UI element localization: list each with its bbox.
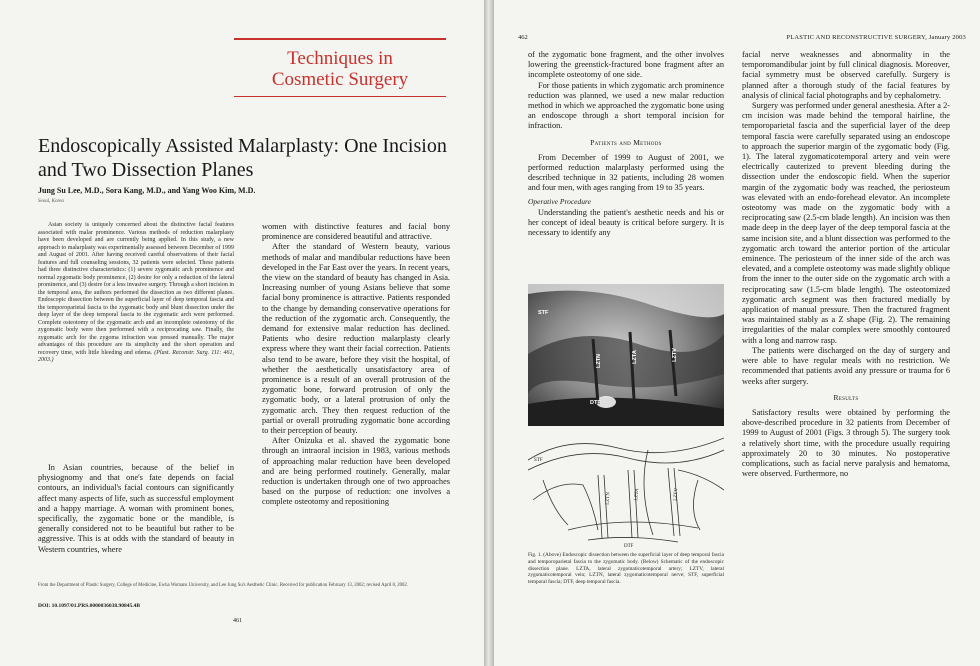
right-page <box>494 0 980 666</box>
doi: DOI: 10.1097/01.PRS.0000036038.90845.4B <box>38 603 141 609</box>
figure-caption <box>528 552 724 586</box>
schematic-label-dtf: DTF <box>624 544 634 549</box>
schematic-label-lztv: LZTV <box>673 487 680 502</box>
photo-label-dtf: DTF <box>590 400 601 406</box>
paragraph: Surgery was performed under general anesthesia. After a 2-cm incision was made behind the temporal hairline, the temporoparietal fascia and the superficial layer of the deep temporal fascia were carefully separated using an endoscope to approach the superior margin of the zygomatic body (Fig. 1). The lateral zygomaticotemporal artery and vein were electrically cauterized to prevent bleeding during the dissection under the endoscopic field. When the superior margin of the zygomatic body was reached, the periosteum was elevated with an endo-forehead elevator. An incomplete osteotomy was made on the zygomatic body with a reciprocating saw (2.5-cm blade length). An incision was then made deep in the deep layer of the deep temporal fascia at the same incision site, and a blunt dissection was performed to the zygomatic arch toward the anterior portion of the articular eminence. The periosteum of the inner side of the arch was elevated, and a complete osteotomy was made slightly oblique from the inner to the outer side on the zygomatic arch with a reciprocating saw (1.5-cm blade length). The osteotomized zygomatic arch segment was then fractured medially by application of manual pressure. Then the fractured fragment was maintained stably as a Z shape (Fig. 2). The remaining irregularities of the malar complex were smoothly contoured with a long and narrow rasp. <box>742 101 950 345</box>
section-title-line-1: Techniques in <box>287 47 393 69</box>
right-column-2 <box>742 50 950 479</box>
paragraph: For those patients in which zygomatic arch prominence reduction was planned, we used a new malar reduction method in which we approached the zygomatic bone using an endoscope through a short temporal incision for infraction. <box>528 80 724 131</box>
paragraph: From December of 1999 to August of 2001, we performed reduction malarplasty performed using the described technique in 32 patients, including 28 women and four men, with ages ranging from 19 to 35 years. <box>528 152 724 193</box>
footnote: From the Department of Plastic Surgery, College of Medicine, Ewha Womans University, and Lee Jung Su's Aesthetic Clinic. Received for publication February 13, 2002; revised April 8, 2002. <box>38 583 409 588</box>
banner-rule-bottom <box>234 96 446 98</box>
photo-label-lztv: LZTV <box>671 348 678 362</box>
photo-label-stf: STF <box>538 310 549 316</box>
photo-label-lztn: LZTN <box>596 353 603 369</box>
journal-name: PLASTIC AND RECONSTRUCTIVE SURGERY, January 2003 <box>786 34 966 41</box>
dissection-schematic <box>528 430 724 552</box>
schematic-label-lzta: LZTA <box>634 488 641 501</box>
schematic-label-stf: STF <box>534 458 543 463</box>
abstract-text: Asian society is uniquely concerned about the distinctive facial features associated with malar prominence. Various methods of reduction malarplasty have been developed and are currently being applied. In this study, a new approach to malarplasty was experimentally assessed between December of 1999 and August of 2001. After having received careful observations of their facial features and full counseling sessions, 32 patients were selected. These patients had three distinctive characteristics: (1) severe zygomatic arch prominence and normal zygomatic body prominence, (2) desire for only a reduction of the lateral prominence, and (3) desire for a less invasive surgery. Through a short incision in the temporal area, the authors performed the dissection as two different planes. Endoscopic dissection between the superficial layer of deep temporal fascia and the temporoparietal fascia to the zygomatic body and blunt dissection under the deep layer of the deep temporal fascia to the zygomatic arch were performed. Complete osteotomy of the zygomatic arch and an incomplete osteotomy of the zygomatic body were then performed with a reciprocating saw. Finally, the zygomatic arch for the zygoma infraction was pressed manually. The major advantages of this procedure are its simplicity and the short operation and recovery time, with little bleeding and edema. <box>38 222 234 356</box>
paragraph: women with distinctive features and facial bony prominence are considered beautiful and attractive. <box>262 222 450 242</box>
banner-rule-top <box>234 38 446 40</box>
article-title: Endoscopically Assisted Malarplasty: One Incision and Two Dissection Planes <box>38 135 447 181</box>
paragraph: The patients were discharged on the day of surgery and were able to have regular meals with no restriction. We recommended that patients avoid any pressure or trauma for 6 weeks after surgery. <box>742 345 950 386</box>
photo-label-lzta: LZTA <box>631 350 638 364</box>
heading-operative-procedure: Operative Procedure <box>528 196 591 206</box>
endoscopic-photo <box>528 284 724 426</box>
right-column-1 <box>528 50 724 238</box>
paragraph: Satisfactory results were obtained by performing the above-described procedure in 32 patients from December of 1999 to August of 2001 (Figs. 3 through 5). The surgery took a relatively short time, with the procedure usually requiring approximately 20 to 30 minutes. No postoperative complications, such as facial nerve paralysis and hematoma, were observed. Furthermore, no <box>742 407 950 479</box>
paragraph: Understanding the patient's aesthetic needs and his or her concept of ideal beauty is critical before surgery. It is necessary to identify any <box>528 207 724 238</box>
running-head <box>518 34 966 41</box>
paragraph: After the standard of Western beauty, various methods of malar and mandibular reductions have been developed in the Far East over the years. In recent years, the view on the standard of beauty has changed in Asia. Increasing number of young Asians believe that some facial bony prominence is attractive. Patients responded to the change by demanding conservative operations for the reduction of the zygomatic arch. Consequently, the demand for extensive malar reduction has declined. Patients who desire reduction malarplasty clearly express where they want their facial correction. Patients also tend to be aware, before they visit the hospital, of whether the aesthetically unsatisfactory area of prominence is a result of an overall protrusion of the zygomatic bone, forward protrusion of only the zygomatic body, or a lateral protrusion of only the zygomatic arch. They then request reduction of the partial or overall protruding zygomatic bone according to their perception of beauty. <box>262 242 450 436</box>
paragraph: facial nerve weaknesses and abnormality in the temporomandibular joint by full clinical diagnosis. Moreover, facial symmetry must be observed carefully. Surgery is planned after a thorough study of the facial features by analysis of clinical facial photographs and by cephalometry. <box>742 50 950 100</box>
abstract <box>38 222 234 365</box>
page-number: 462 <box>518 34 528 41</box>
left-column-2 <box>262 222 450 508</box>
abstract-citation: (Plast. Reconstr. Surg. 111: 461, 2003.) <box>38 349 235 363</box>
heading-patients-methods: Patients and Methods <box>590 137 662 147</box>
intro-paragraph: In Asian countries, because of the belief in physiognomy and that one's fate depends on facial contours, an individual's facial contours can significantly affect many aspects of life, such as successful employment and a happy marriage. A woman with prominent bones, specifically, the zygomatic bone or the mandible, is generally considered not to be beautiful but rather to be aggressive. This is at odds with the standard of beauty in Western countries, where <box>38 463 234 554</box>
schematic-label-lztn: LZTN <box>605 491 612 506</box>
section-banner <box>234 38 446 97</box>
caption-text: Fig. 1. (Above) Endoscopic dissection between the superficial layer of deep temporal fascia and temporoparietal fascia to the zygomatic body. (Below) Schematic of the endoscopic dissection plane. LZTA, lateral zygomaticotemporal artery; LZTV, lateral zygomaticotemporal vein; LZTN, lateral zygomaticotemporal nerve; STF, superficial temporal fascia; DTF, deep temporal fascia. <box>528 552 724 586</box>
section-title <box>234 48 446 90</box>
paragraph: After Onizuka et al. shaved the zygomatic bone through an intraoral incision in 1983, various methods of approaching malar reduction have been developed and are being performed routinely. Generally, malar reduction is undertaken through one of two approaches based on the purpose of reduction: one involves a complete osteotomy and repositioning <box>262 436 450 507</box>
paragraph: of the zygomatic bone fragment, and the other involves lowering the greenstick-fractured bone fragment after an incomplete osteotomy of one side. <box>528 50 724 80</box>
endoscopic-image <box>528 284 724 426</box>
introduction <box>38 463 234 555</box>
binding-gutter <box>484 0 494 666</box>
heading-results: Results <box>833 392 859 402</box>
section-title-line-2: Cosmetic Surgery <box>271 68 409 90</box>
authors: Jung Su Lee, M.D., Sora Kang, M.D., and Yang Woo Kim, M.D. <box>38 186 256 195</box>
page-number: 461 <box>233 618 242 624</box>
affiliation: Seoul, Korea <box>38 199 64 204</box>
left-page <box>0 0 484 666</box>
schematic-drawing <box>528 430 724 552</box>
